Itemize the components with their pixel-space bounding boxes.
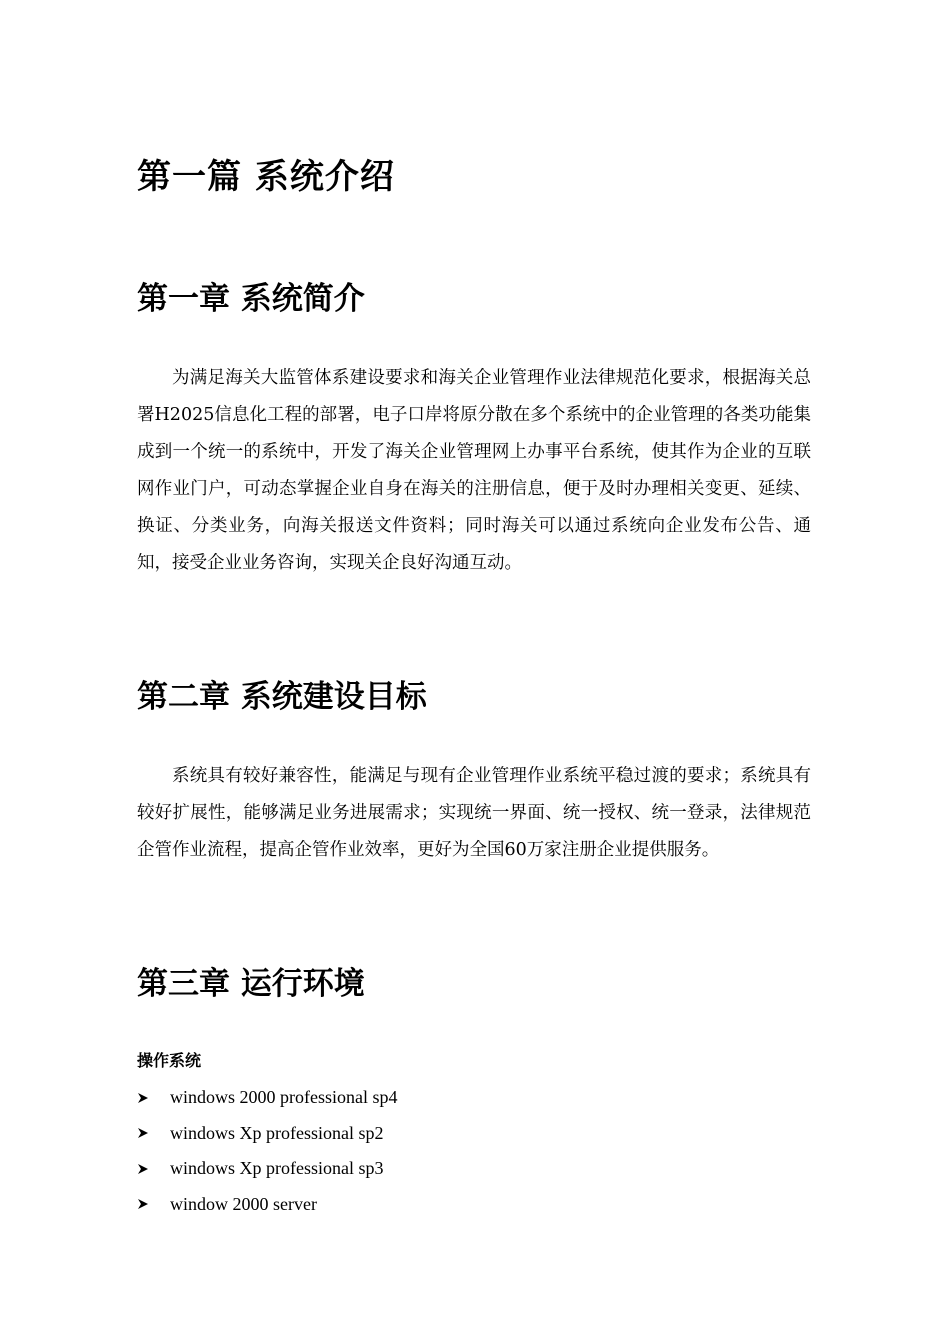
part-title: 第一篇 系统介绍: [137, 157, 395, 197]
os-item-label: windows Xp professional sp2: [170, 1122, 384, 1143]
arrow-bullet-icon: [137, 1092, 149, 1104]
list-item: [137, 1116, 398, 1152]
chapter-1-title: 第一章 系统简介: [137, 281, 365, 317]
os-item-label: windows Xp professional sp3: [170, 1158, 384, 1179]
chapter-3-title: 第三章 运行环境: [137, 966, 365, 1002]
os-item-label: window 2000 server: [170, 1193, 317, 1214]
os-section-label: 操作系统: [137, 1051, 202, 1070]
arrow-bullet-icon: [137, 1198, 149, 1210]
chapter-1-paragraph: 为满足海关大监管体系建设要求和海关企业管理作业法律规范化要求，根据海关总署H2025信息化工程的部署，电子口岸将原分散在多个系统中的企业管理的各类功能集成到一个统一的系统中，开发了海关企业管理网上办事平台系统，使其作为企业的互联网作业门户，可动态掌握企业自身在海关的注册信息，便于及时办理相关变更、延续、换证、分类业务，向海关报送文件资料；同时海关可以通过系统向企业发布公告、通知，接受企业业务咨询，实现关企良好沟通互动。: [137, 368, 811, 573]
os-list: [137, 1080, 398, 1222]
chapter-2-title: 第二章 系统建设目标: [137, 679, 427, 715]
os-item-label: windows 2000 professional sp4: [170, 1087, 398, 1108]
list-item: [137, 1187, 398, 1223]
arrow-bullet-icon: [137, 1127, 149, 1139]
chapter-2-paragraph: 系统具有较好兼容性，能满足与现有企业管理作业系统平稳过渡的要求；系统具有较好扩展性，能够满足业务进展需求；实现统一界面、统一授权、统一登录，法律规范企管作业流程，提高企管作业效率，更好为全国60万家注册企业提供服务。: [137, 766, 811, 860]
arrow-bullet-icon: [137, 1163, 149, 1175]
list-item: [137, 1151, 398, 1187]
list-item: [137, 1080, 398, 1116]
